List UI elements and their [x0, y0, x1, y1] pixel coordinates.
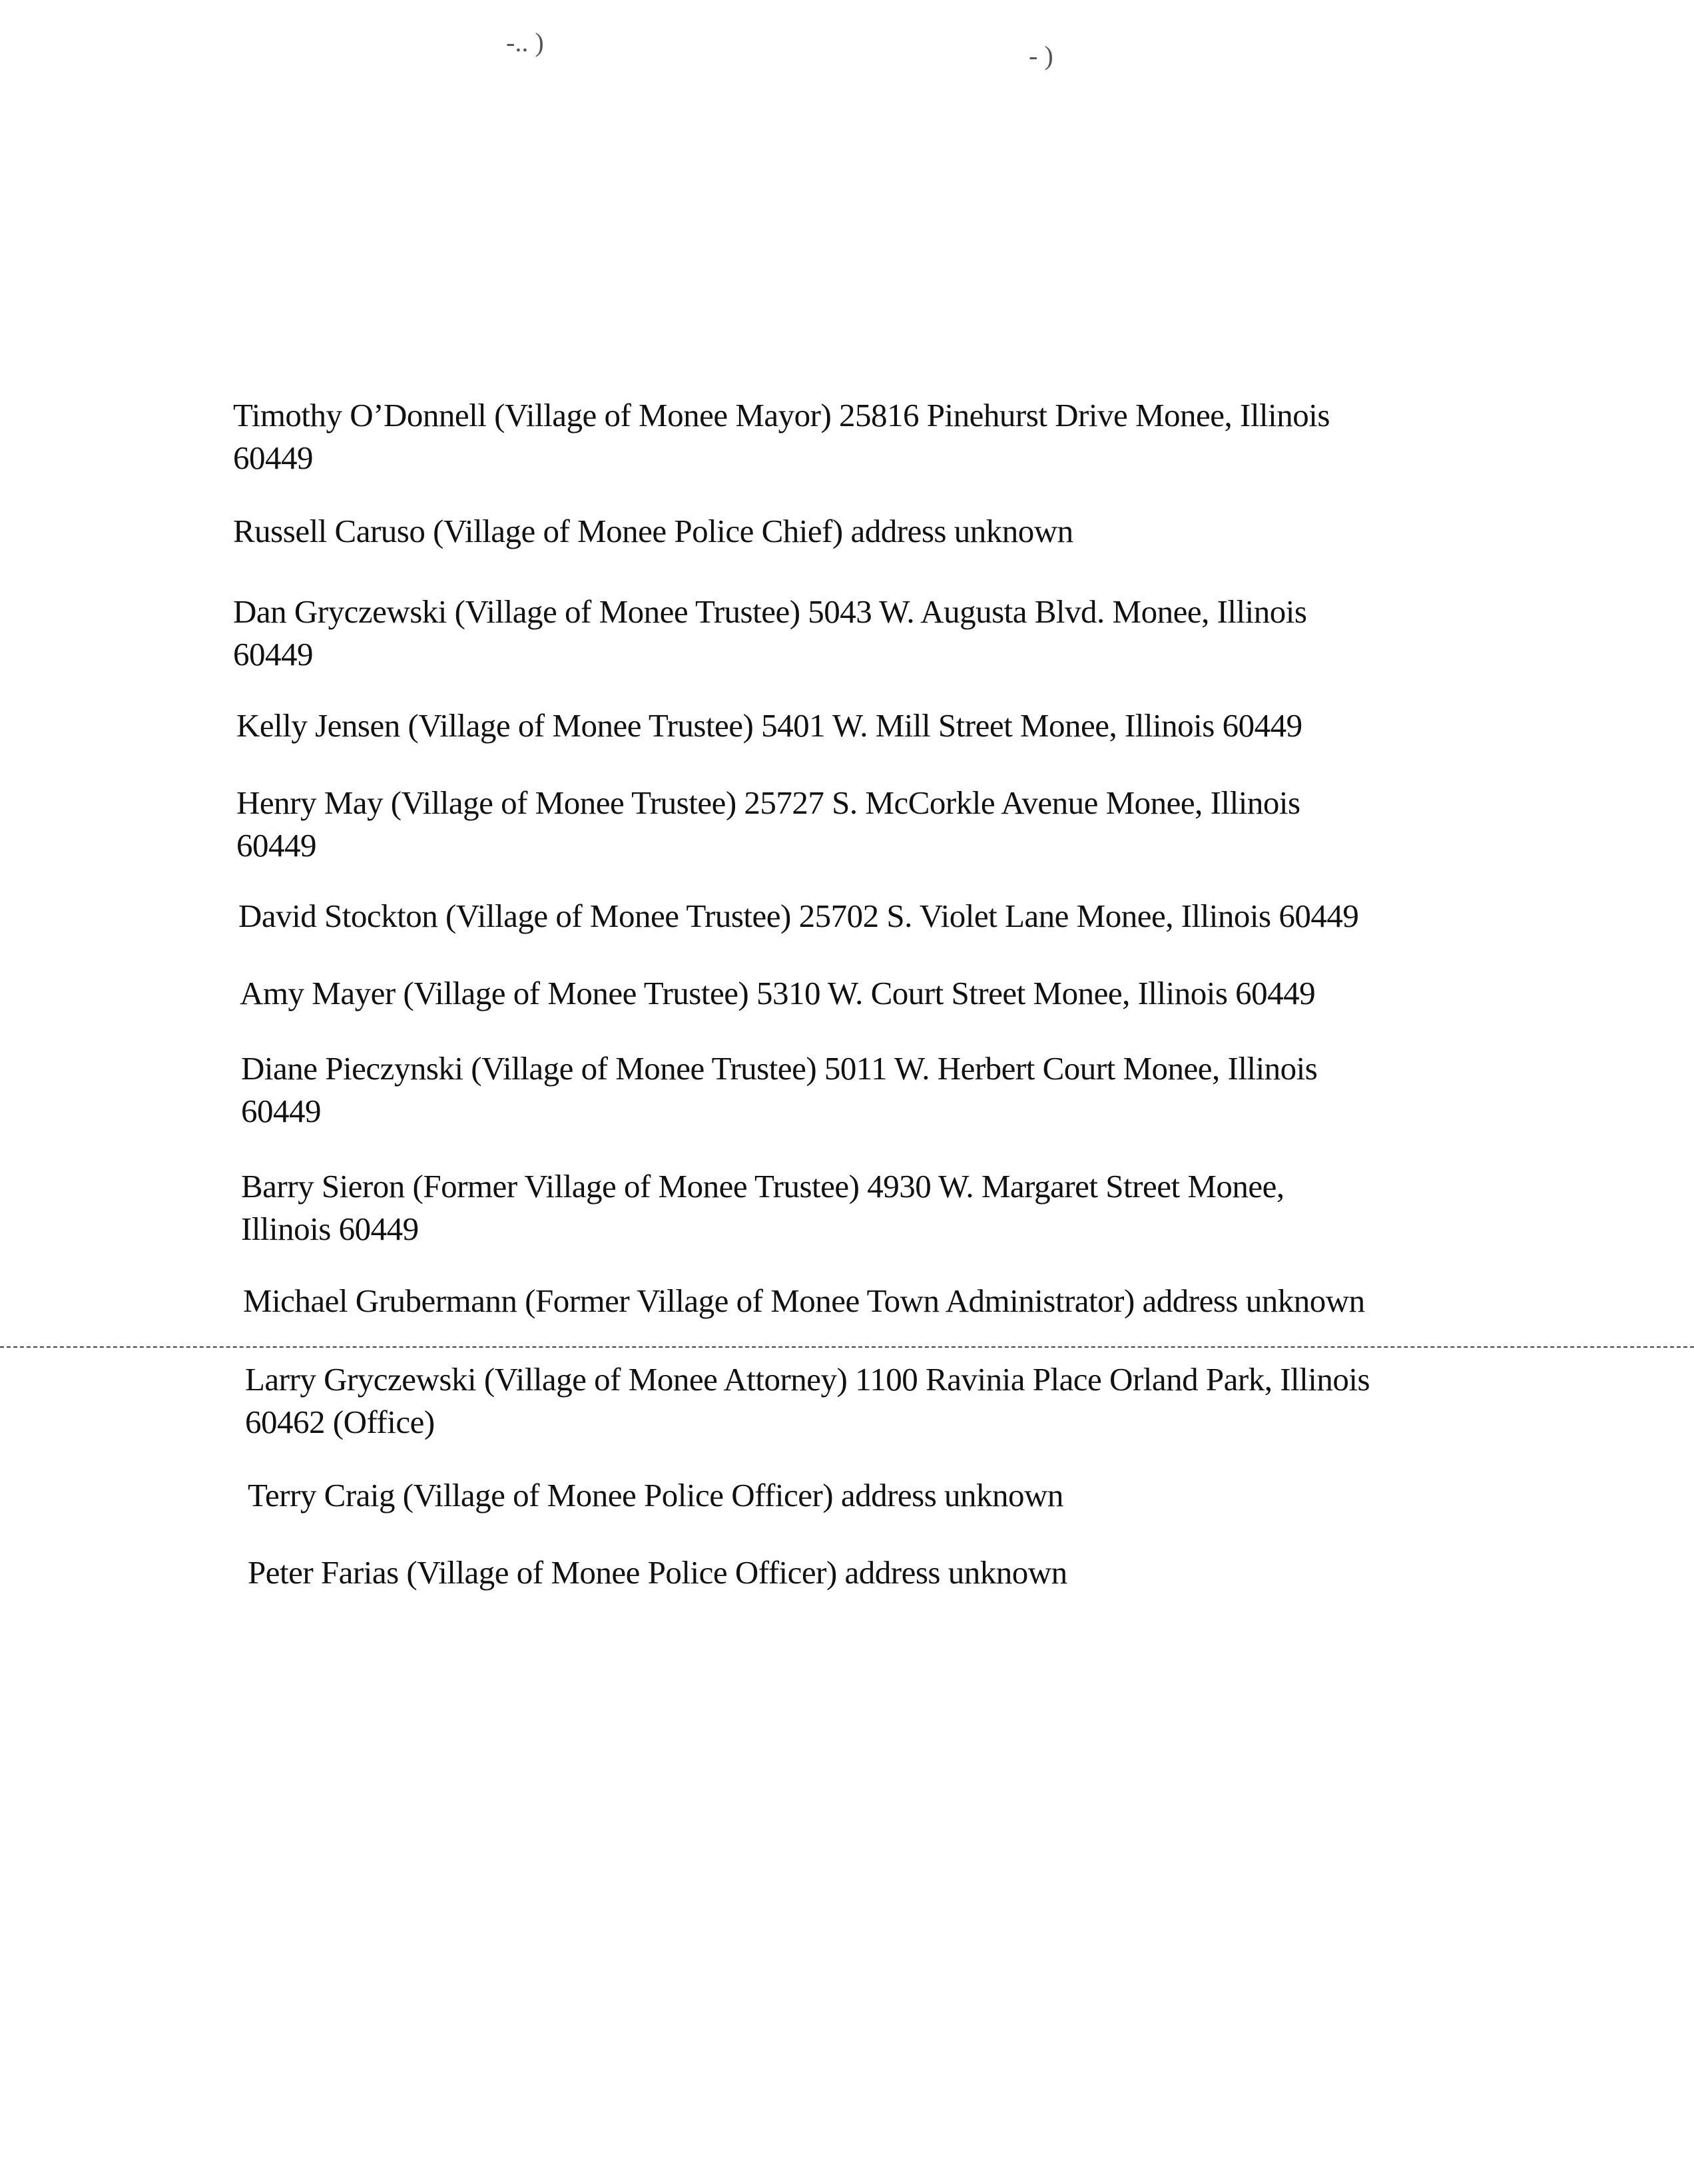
entry-diane-pieczynski — [241, 1047, 1317, 1133]
entry-kelly-jensen — [236, 704, 1302, 747]
entry-line-1: Diane Pieczynski (Village of Monee Trustee) 5011 W. Herbert Court Monee, Illinois — [241, 1050, 1318, 1087]
entry-line-1: Dan Gryczewski (Village of Monee Trustee) 5043 W. Augusta Blvd. Monee, Illinois — [233, 593, 1307, 630]
entry-line-1: Timothy O’Donnell (Village of Monee Mayor) 25816 Pinehurst Drive Monee, Illinois — [233, 397, 1330, 433]
entry-amy-mayer — [240, 972, 1315, 1015]
entry-david-stockton — [238, 895, 1358, 938]
entry-michael-grubermann — [243, 1280, 1365, 1322]
scan-mark-top-right: - ) — [1029, 41, 1053, 71]
entry-line-1: Larry Gryczewski (Village of Monee Attorney) 1100 Ravinia Place Orland Park, Illinois — [245, 1361, 1370, 1398]
entry-line-2: 60449 — [233, 636, 313, 673]
entry-line-1: David Stockton (Village of Monee Trustee) 25702 S. Violet Lane Monee, Illinois 60449 — [238, 898, 1359, 934]
entry-line-1: Michael Grubermann (Former Village of Monee Town Administrator) address unknown — [243, 1282, 1365, 1319]
entry-dan-gryczewski — [233, 591, 1306, 676]
entry-line-2: 60449 — [233, 439, 313, 476]
entry-line-2: 60449 — [241, 1093, 321, 1129]
entry-line-2: 60449 — [236, 827, 316, 864]
entry-barry-sieron — [241, 1165, 1284, 1250]
entry-line-2: Illinois 60449 — [241, 1211, 419, 1247]
entry-line-1: Barry Sieron (Former Village of Monee Trustee) 4930 W. Margaret Street Monee, — [241, 1168, 1284, 1205]
scan-mark-top-left: -.. ) — [506, 27, 544, 57]
entry-line-1: Henry May (Village of Monee Trustee) 25727 S. McCorkle Avenue Monee, Illinois — [236, 784, 1300, 821]
entry-line-2: 60462 (Office) — [245, 1404, 435, 1440]
page-rule — [0, 1346, 1694, 1348]
entry-line-1: Kelly Jensen (Village of Monee Trustee) 5401 W. Mill Street Monee, Illinois 60449 — [236, 707, 1302, 744]
entry-line-1: Amy Mayer (Village of Monee Trustee) 5310 W. Court Street Monee, Illinois 60449 — [240, 975, 1316, 1011]
entry-henry-may — [236, 782, 1300, 867]
entry-line-1: Peter Farias (Village of Monee Police Officer) address unknown — [248, 1554, 1067, 1591]
entry-line-1: Terry Craig (Village of Monee Police Officer) address unknown — [248, 1477, 1063, 1513]
entry-peter-farias — [248, 1551, 1067, 1594]
entry-terry-craig — [248, 1474, 1063, 1517]
entry-larry-gryczewski — [245, 1358, 1370, 1444]
entry-line-1: Russell Caruso (Village of Monee Police Chief) address unknown — [233, 513, 1073, 549]
entry-timothy-odonnell — [233, 394, 1330, 479]
entry-russell-caruso — [233, 510, 1073, 553]
